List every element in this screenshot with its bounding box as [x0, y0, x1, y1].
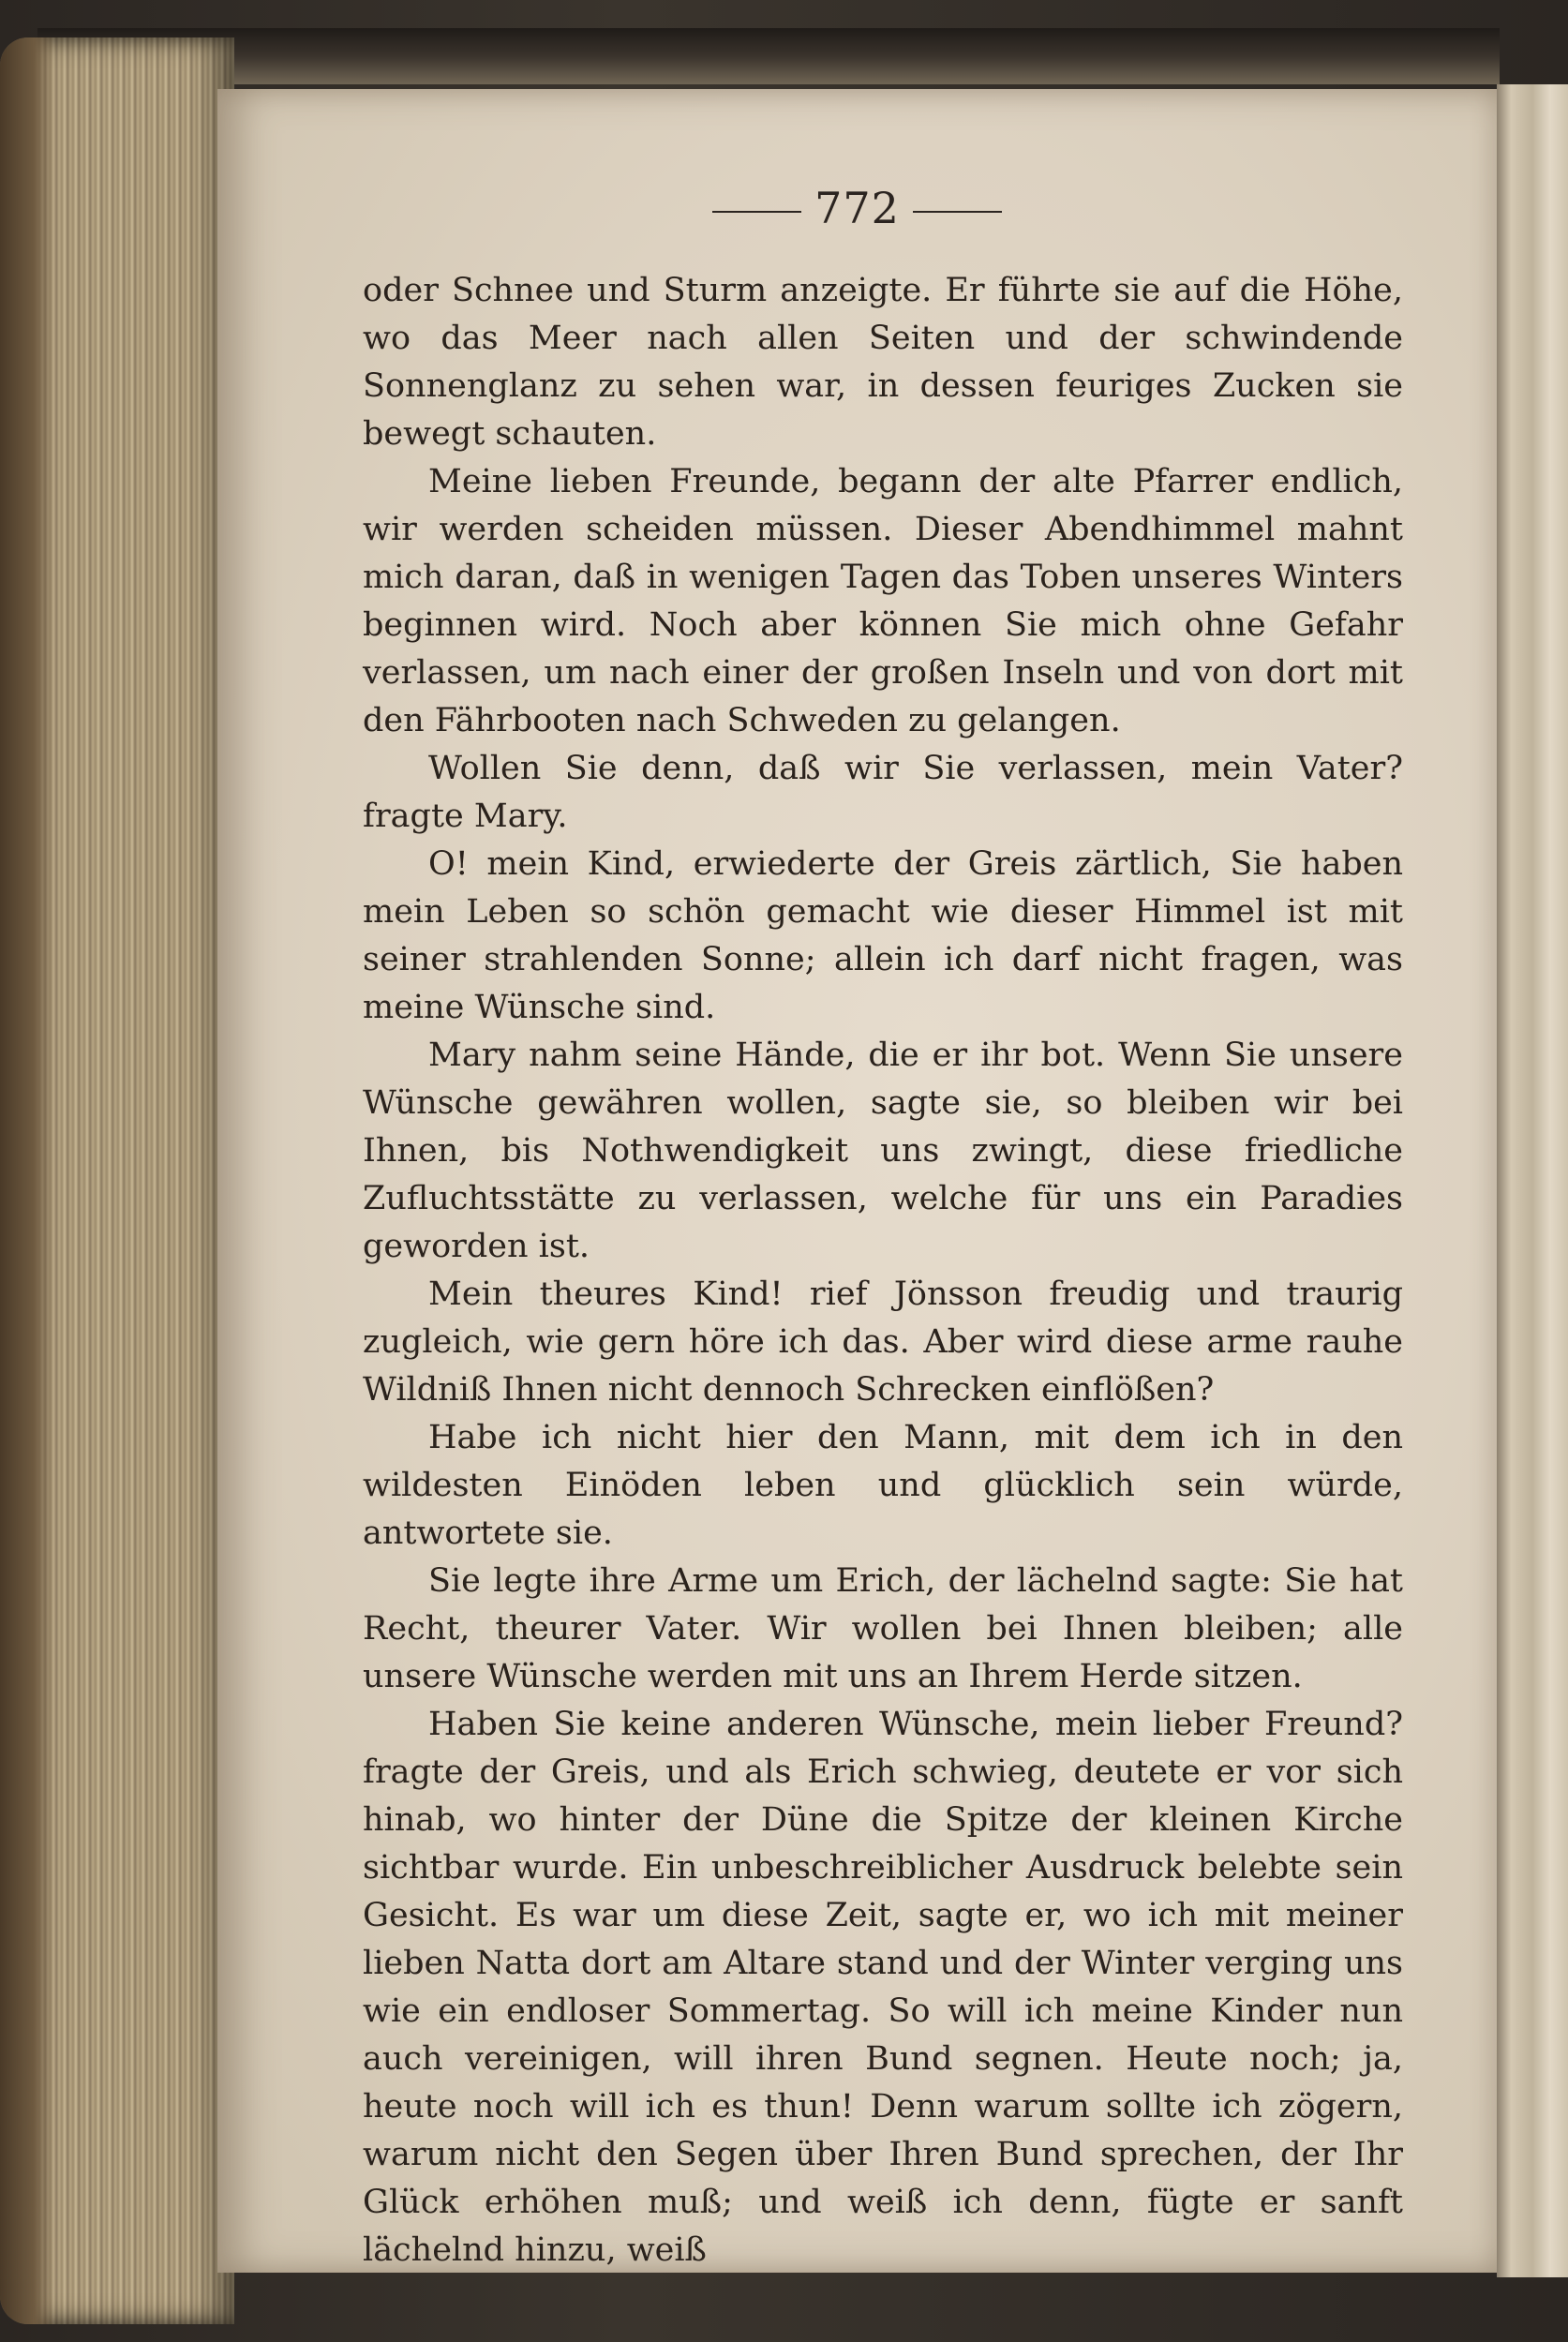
paragraph: Mein theures Kind! rief Jönsson freudig und traurig zugleich, wie gern höre ich das. Aber wird diese arme rauhe Wildniß Ihnen nicht dennoch Schrecken einflößen? [363, 1275, 1403, 1409]
facing-page-edge [1497, 84, 1568, 2277]
book-top-edge [37, 28, 1500, 84]
header-rule-left [712, 211, 801, 213]
paragraph: Haben Sie keine anderen Wünsche, mein lieber Freund? fragte der Greis, und als Erich schwieg, deutete er vor sich hinab, wo hinter der Düne die Spitze der kleinen Kirche sichtbar wurde. Ein unbeschreiblicher Ausdruck belebte sein Gesicht. Es war um diese Zeit, sagte er, wo ich mit meiner lieben Natta dort am Altare stand und der Winter verging uns wie ein endloser Sommertag. So will ich meine Kinder nun auch vereinigen, will ihren Bund segnen. Heute noch; ja, heute noch will ich es thun! Denn warum sollte ich zögern, warum nicht den Segen über Ihren Bund sprechen, der Ihr Glück erhöhen muß; und weiß ich denn, fügte er sanft lächelnd hinzu, weiß [363, 1706, 1403, 2269]
paragraph: Habe ich nicht hier den Mann, mit dem ich in den wildesten Einöden leben und glücklich sein würde, antwortete sie. [363, 1419, 1403, 1552]
paragraph: oder Schnee und Sturm anzeigte. Er führte sie auf die Höhe, wo das Meer nach allen Seiten und der schwindende Sonnenglanz zu sehen war, in dessen feuriges Zucken sie bewegt schauten. [363, 272, 1403, 453]
header-rule-right [913, 211, 1002, 213]
paragraph: Mary nahm seine Hände, die er ihr bot. Wenn Sie unsere Wünsche gewähren wollen, sagte sie, so bleiben wir bei Ihnen, bis Nothwendigkeit uns zwingt, diese friedliche Zufluchtsstätte zu verlassen, welche für uns ein Paradies geworden ist. [363, 1037, 1403, 1265]
paragraph: Meine lieben Freunde, begann der alte Pfarrer endlich, wir werden scheiden müssen. Dieser Abendhimmel mahnt mich daran, daß in wenigen Tagen das Toben unseres Winters beginnen wird. Noch aber können Sie mich ohne Gefahr verlassen, um nach einer der großen Inseln und von dort mit den Fährbooten nach Schweden zu gelangen. [363, 463, 1403, 739]
paragraph: O! mein Kind, erwiederte der Greis zärtlich, Sie haben mein Leben so schön gemacht wie dieser Himmel ist mit seiner strahlenden Sonne; allein ich darf nicht fragen, was meine Wünsche sind. [363, 845, 1403, 1026]
page-number: 772 [814, 183, 900, 233]
book-page [217, 89, 1497, 2273]
paragraph: Wollen Sie denn, daß wir Sie verlassen, mein Vater? fragte Mary. [363, 750, 1403, 835]
page-header [217, 183, 1497, 233]
paragraph: Sie legte ihre Arme um Erich, der lächelnd sagte: Sie hat Recht, theurer Vater. Wir wollen bei Ihnen bleiben; alle unsere Wünsche werden mit uns an Ihrem Herde sitzen. [363, 1562, 1403, 1695]
book-spine-shadow [0, 37, 56, 2324]
page-body [363, 267, 1403, 2275]
